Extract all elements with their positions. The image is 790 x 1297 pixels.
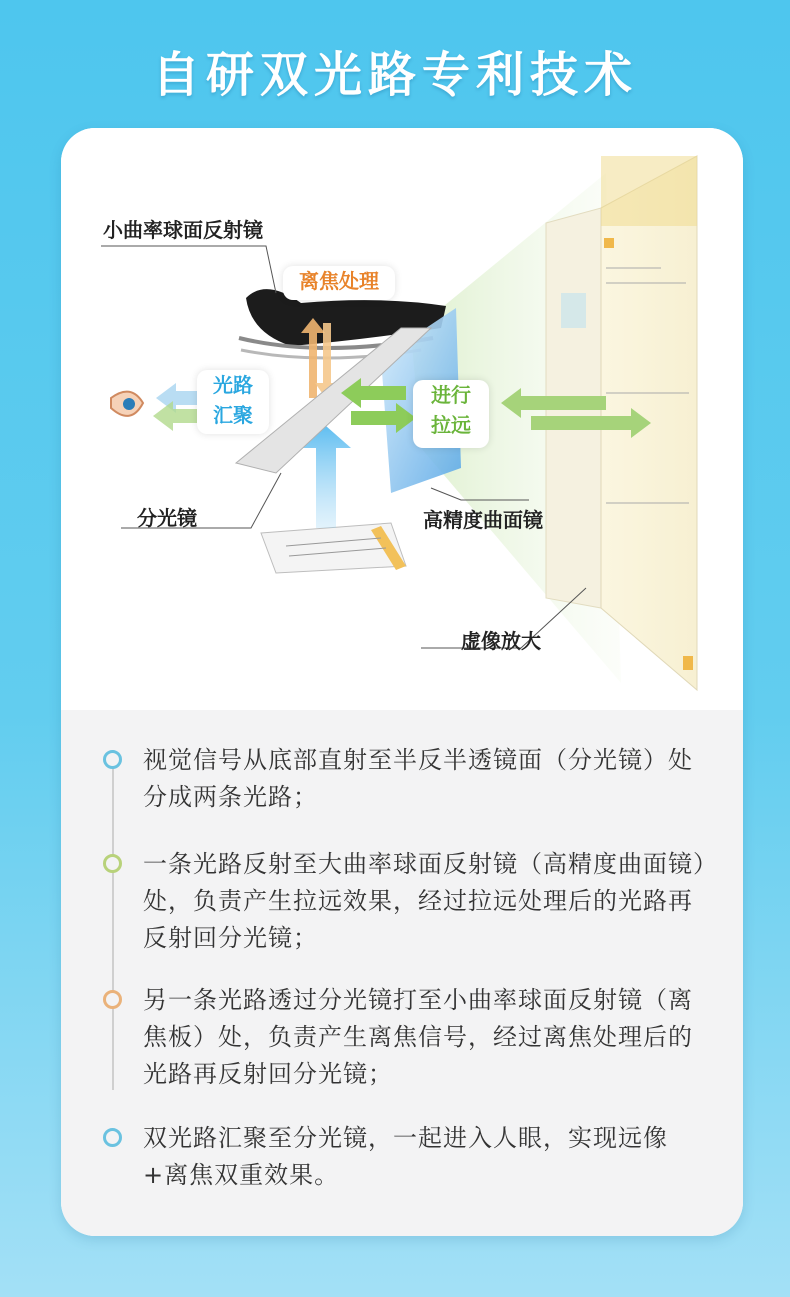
timeline-line [112, 750, 114, 1090]
small-mirror-label: 小曲率球面反射镜 [103, 218, 263, 242]
explanation-panel [61, 710, 743, 1236]
step-dot [103, 854, 122, 873]
splitter-label: 分光镜 [137, 506, 197, 530]
step-dot [103, 990, 122, 1009]
step-dot [103, 1128, 122, 1147]
stretch-bubble: 进行 拉远 [413, 380, 489, 448]
eye-icon [111, 392, 143, 416]
book-illustration [261, 523, 406, 573]
virtual-image-label: 虚像放大 [461, 629, 541, 653]
step-dot [103, 750, 122, 769]
page-title: 自研双光路专利技术 [151, 47, 638, 103]
step-text: 双光路汇聚至分光镜，一起进入人眼，实现远像+离焦双重效果。 [143, 1124, 668, 1189]
optical-diagram [61, 128, 743, 710]
step-text: 一条光路反射至大曲率球面反射镜（高精度曲面镜）处，负责产生拉远效果，经过拉远处理后的光路再反射回分光镜； [143, 850, 706, 952]
defocus-bubble: 离焦处理 [283, 266, 395, 300]
converge-bubble: 光路 汇聚 [197, 370, 269, 434]
content-card [61, 128, 743, 1236]
precision-mirror-label: 高精度曲面镜 [423, 508, 543, 532]
step-text: 另一条光路透过分光镜打至小曲率球面反射镜（离焦板）处，负责产生离焦信号，经过离焦处理后的光路再反射回分光镜； [143, 986, 693, 1088]
step-text: 视觉信号从底部直射至半反半透镜面（分光镜）处分成两条光路； [143, 746, 693, 811]
